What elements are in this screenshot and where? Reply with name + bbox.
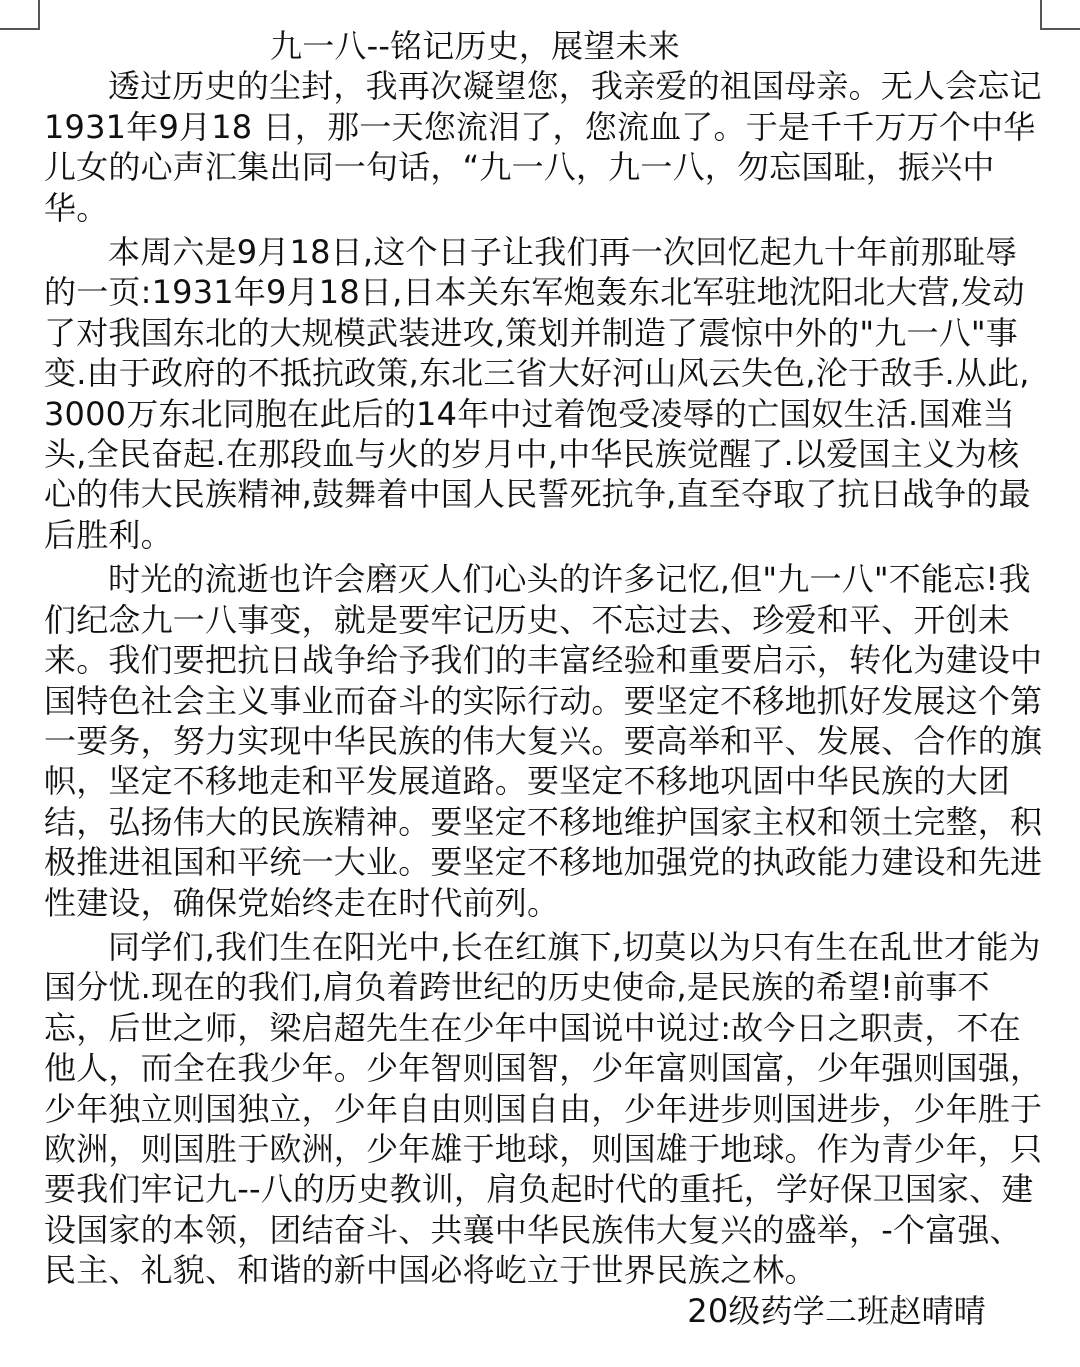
paragraph-4: 同学们,我们生在阳光中,长在红旗下,切莫以为只有生在乱世才能为国分忧.现在的我们,肩负着跨世纪的历史使命,是民族的希望!前事不忘，后世之师，梁启超先生在少年中国说中说过:故今日之职责，不在他人，而全在我少年。少年智则国智，少年富则国富，少年强则国强，少年独立则国独立，少年自由则国自由，少年进步则国进步，少年胜于欧洲，则国胜于欧洲，少年雄于地球，则国雄于地球。作为青少年，只要我们牢记九--八的历史教训，肩负起时代的重托，学好保卫国家、建设国家的本领，团结奋斗、共襄中华民族伟大复兴的盛举，-个富强、民主、礼貌、和谐的新中国必将屹立于世界民族之林。	[44, 927, 1043, 1290]
author-signature: 20级药学二班赵晴晴	[687, 1291, 986, 1330]
essay-title: 九一八--铭记历史，展望未来	[270, 27, 680, 65]
paragraph-2: 本周六是9月18日,这个日子让我们再一次回忆起九十年前那耻辱的一页:1931年9月18日,日本关东军炮轰东北军驻地沈阳北大营,发动了对我国东北的大规模武装进攻,策划并制造了震惊中外的"九一八"事变.由于政府的不抵抗政策,东北三省大好河山风云失色,沦于敌手.从此,3000万东北同胞在此后的14年中过着饱受凌辱的亡国奴生活.国难当头,全民奋起.在那段血与火的岁月中,中华民族觉醒了.以爱国主义为核心的伟大民族精神,鼓舞着中国人民誓死抗争,直至夺取了抗日战争的最后胜利。	[44, 233, 1031, 554]
paragraph-3: 时光的流逝也许会磨灭人们心头的许多记忆,但"九一八"不能忘!我们纪念九一八事变，就是要牢记历史、不忘过去、珍爱和平、开创未来。我们要把抗日战争给予我们的丰富经验和重要启示，转化为建设中国特色社会主义事业而奋斗的实际行动。要坚定不移地抓好发展这个第一要务，努力实现中华民族的伟大复兴。要高举和平、发展、合作的旗帜，坚定不移地走和平发展道路。要坚定不移地巩固中华民族的大团结，弘扬伟大的民族精神。要坚定不移地维护国家主权和领土完整，积极推进祖国和平统一大业。要坚定不移地加强党的执政能力建设和先进性建设，确保党始终走在时代前列。	[44, 560, 1043, 922]
crop-mark-top-right	[1040, 0, 1080, 30]
crop-mark-top-left	[0, 0, 40, 30]
essay-document	[44, 26, 1044, 1331]
paragraph-1: 透过历史的尘封，我再次凝望您，我亲爱的祖国母亲。无人会忘记1931年9月18 日，那一天您流泪了，您流血了。于是千千万万个中华儿女的心声汇集出同一句话，“九一八，九一八，勿忘国耻，振兴中华。	[44, 67, 1042, 227]
